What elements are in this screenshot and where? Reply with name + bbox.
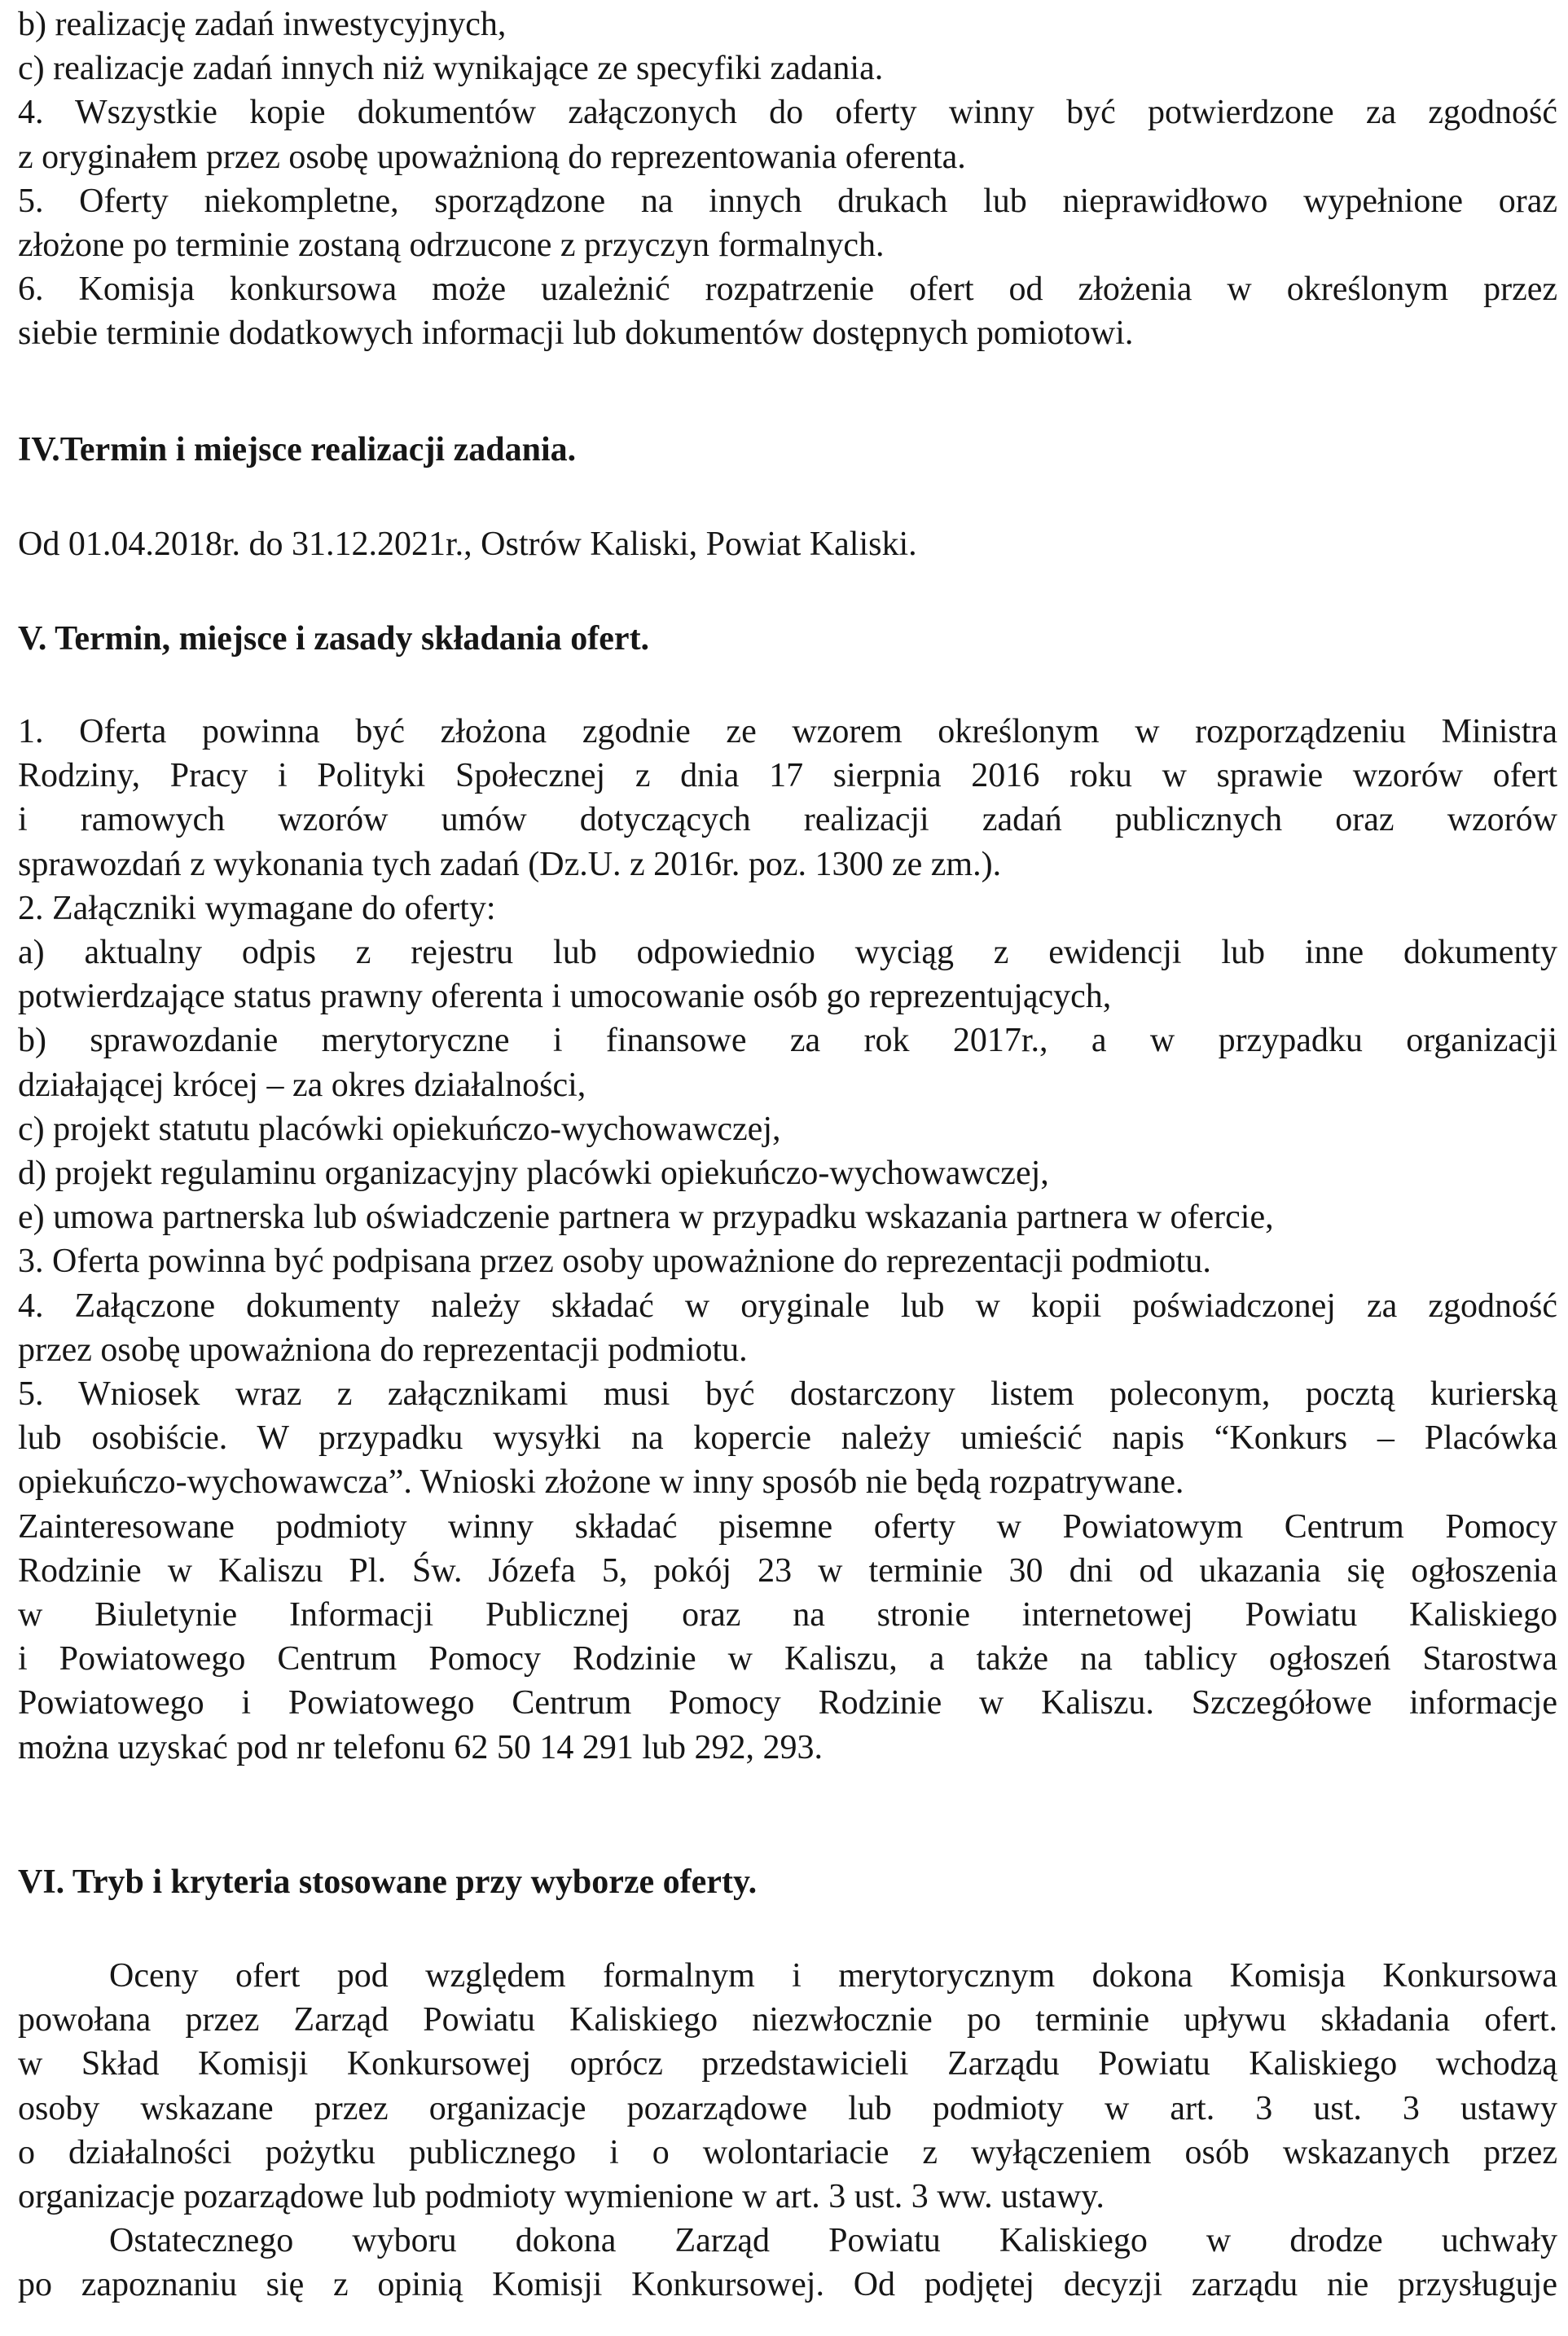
section-4-heading: IV.Termin i miejsce realizacji zadania. (18, 431, 577, 469)
section-5-heading: V. Termin, miejsce i zasady składania ofert. (18, 620, 650, 658)
text-line: a) aktualny odpis z rejestru lub odpowiednio wyciąg z ewidencji lub inne dokumenty (18, 934, 1557, 972)
text-line: z oryginałem przez osobę upoważnioną do reprezentowania oferenta. (18, 138, 966, 176)
text-line: Rodziny, Pracy i Polityki Społecznej z dnia 17 sierpnia 2016 roku w sprawie wzorów ofert (18, 757, 1557, 795)
text-line: Oceny ofert pod względem formalnym i merytorycznym dokona Komisja Konkursowa (109, 1957, 1557, 1995)
text-line: 5. Wniosek wraz z załącznikami musi być dostarczony listem poleconym, pocztą kurierską (18, 1375, 1557, 1414)
text-line: potwierdzające status prawny oferenta i umocowanie osób go reprezentujących, (18, 978, 1112, 1016)
text-line: i Powiatowego Centrum Pomocy Rodzinie w Kaliszu, a także na tablicy ogłoszeń Starostwa (18, 1640, 1557, 1678)
text-line: 4. Wszystkie kopie dokumentów załączonych do oferty winny być potwierdzone za zgodność (18, 94, 1557, 132)
text-line: Powiatowego i Powiatowego Centrum Pomocy Rodzinie w Kaliszu. Szczegółowe informacje (18, 1684, 1557, 1722)
text-line: 2. Załączniki wymagane do oferty: (18, 889, 496, 927)
text-line: i ramowych wzorów umów dotyczących realizacji zadań publicznych oraz wzorów (18, 801, 1557, 839)
text-line: złożone po terminie zostaną odrzucone z przyczyn formalnych. (18, 227, 885, 265)
text-line: powołana przez Zarząd Powiatu Kaliskiego niezwłocznie po terminie upływu składania ofert. (18, 2001, 1557, 2039)
text-line: b) realizację zadań inwestycyjnych, (18, 6, 507, 43)
text-line: b) sprawozdanie merytoryczne i finansowe za rok 2017r., a w przypadku organizacji (18, 1022, 1557, 1060)
text-line: w Skład Komisji Konkursowej oprócz przedstawicieli Zarządu Powiatu Kaliskiego wchodzą (18, 2045, 1557, 2083)
section-6-body (18, 1954, 1557, 2307)
text-line: c) realizacje zadań innych niż wynikające ze specyfiki zadania. (18, 50, 884, 88)
text-line: o działalności pożytku publicznego i o wolontariacie z wyłączeniem osób wskazanych przez (18, 2133, 1557, 2171)
text-line: Ostatecznego wyboru dokona Zarząd Powiatu Kaliskiego w drodze uchwały (109, 2222, 1557, 2260)
section-6-heading: VI. Tryb i kryteria stosowane przy wyborze oferty. (18, 1863, 758, 1901)
text-line: Rodzinie w Kaliszu Pl. Św. Józefa 5, pokój 23 w terminie 30 dni od ukazania się ogłoszenia (18, 1551, 1557, 1590)
text-line: c) projekt statutu placówki opiekuńczo-wychowawczej, (18, 1110, 781, 1148)
text-line: 3. Oferta powinna być podpisana przez osoby upoważnione do reprezentacji podmiotu. (18, 1243, 1211, 1281)
text-line: osoby wskazane przez organizacje pozarządowe lub podmioty w art. 3 ust. 3 ustawy (18, 2089, 1557, 2127)
text-line: 4. Załączone dokumenty należy składać w oryginale lub w kopii poświadczonej za zgodność (18, 1287, 1557, 1325)
section-4-text: Od 01.04.2018r. do 31.12.2021r., Ostrów Kaliski, Powiat Kaliski. (18, 526, 917, 563)
text-line: d) projekt regulaminu organizacyjny placówki opiekuńczo-wychowawczej, (18, 1155, 1049, 1193)
text-line: organizacje pozarządowe lub podmioty wymienione w art. 3 ust. 3 ww. ustawy. (18, 2178, 1105, 2216)
text-line: w Biuletynie Informacji Publicznej oraz na stronie internetowej Powiatu Kaliskiego (18, 1596, 1557, 1634)
text-line: działającej krócej – za okres działalności, (18, 1066, 586, 1104)
text-line: po zapoznaniu się z opinią Komisji Konkursowej. Od podjętej decyzji zarządu nie przysługuje (18, 2266, 1557, 2304)
section-5-body (18, 710, 1557, 1770)
text-line: sprawozdań z wykonania tych zadań (Dz.U. z 2016r. poz. 1300 ze zm.). (18, 845, 1002, 883)
text-line: 1. Oferta powinna być złożona zgodnie ze wzorem określonym w rozporządzeniu Ministra (18, 713, 1557, 750)
text-line: Zainteresowane podmioty winny składać pisemne oferty w Powiatowym Centrum Pomocy (18, 1507, 1557, 1546)
text-line: przez osobę upoważniona do reprezentacji podmiotu. (18, 1331, 748, 1369)
intro-list (18, 2, 1557, 356)
text-line: 5. Oferty niekompletne, sporządzone na innych drukach lub nieprawidłowo wypełnione oraz (18, 182, 1557, 220)
text-line: siebie terminie dodatkowych informacji lub dokumentów dostępnych pomiotowi. (18, 315, 1134, 353)
text-line: można uzyskać pod nr telefonu 62 50 14 291 lub 292, 293. (18, 1728, 823, 1766)
text-line: e) umowa partnerska lub oświadczenie partnera w przypadku wskazania partnera w ofercie, (18, 1199, 1274, 1237)
text-line: lub osobiście. W przypadku wysyłki na kopercie należy umieścić napis “Konkurs – Placówka (18, 1419, 1557, 1458)
text-line: 6. Komisja konkursowa może uzależnić rozpatrzenie ofert od złożenia w określonym przez (18, 271, 1557, 309)
text-line: opiekuńczo-wychowawcza”. Wnioski złożone w inny sposób nie będą rozpatrywane. (18, 1463, 1184, 1502)
